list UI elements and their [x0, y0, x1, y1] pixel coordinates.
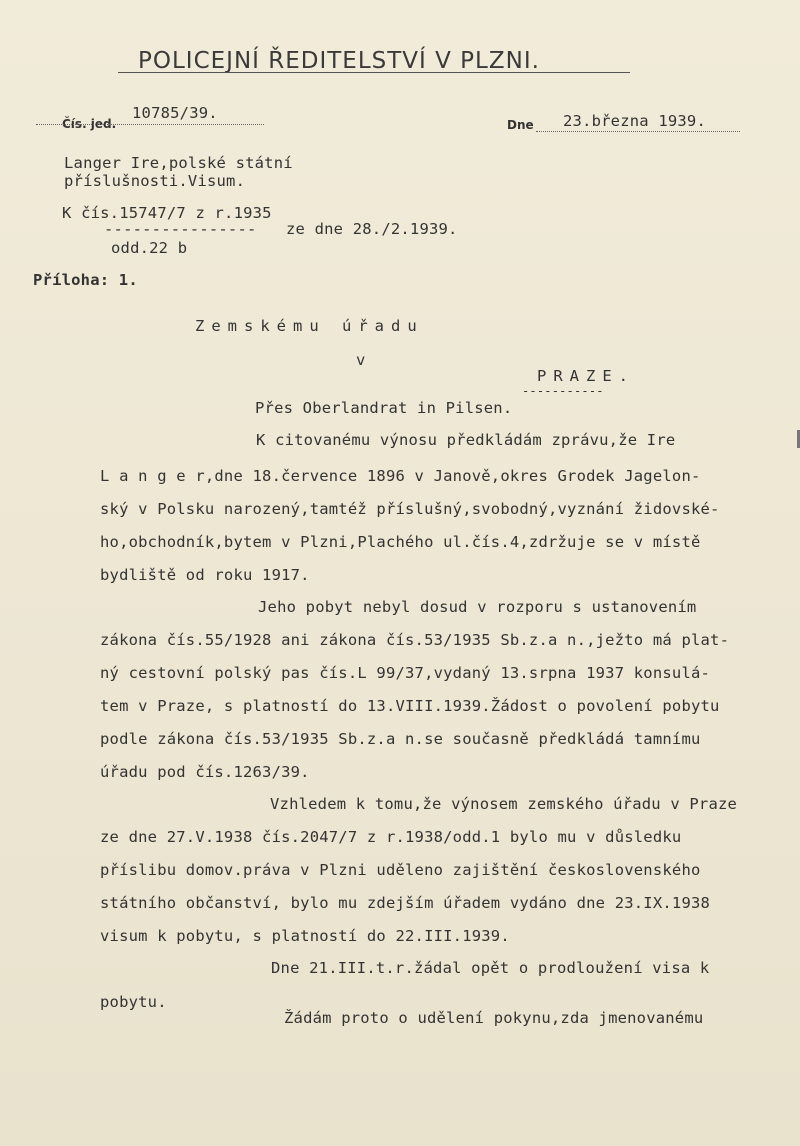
body-line: pobytu. [100, 993, 167, 1011]
body-line: příslibu domov.práva v Plzni uděleno zajištění československého [100, 861, 701, 879]
body-line: Dne 21.III.t.r.žádal opět o prodloužení visa k [271, 959, 710, 977]
body-line: Žádám proto o udělení pokynu,zda jmenovanému [284, 1009, 704, 1027]
addressee-line-2: v [356, 351, 366, 369]
ref-dotted-line [36, 124, 264, 125]
addressee-line-1: Zemskému úřadu [195, 317, 424, 335]
reference-dashes: ---------------- [104, 220, 257, 238]
via-line: Přes Oberlandrat in Pilsen. [255, 399, 513, 417]
addressee-city-underline: ----------- [522, 384, 604, 398]
body-line: podle zákona čís.53/1935 Sb.z.a n.se současně předkládá tamnímu [100, 730, 701, 748]
reference-date: ze dne 28./2.1939. [286, 220, 458, 238]
letterhead-underline [118, 72, 630, 73]
ref-label: Čís. jed. [62, 117, 117, 131]
body-line: Vzhledem k tomu,že výnosem zemského úřadu v Praze [270, 795, 738, 813]
body-line: tem v Praze, s platností do 13.VIII.1939.Žádost o povolení pobytu [100, 697, 720, 715]
body-line: Jeho pobyt nebyl dosud v rozporu s ustanovením [258, 598, 697, 616]
subject-line-2: příslušnosti.Visum. [64, 172, 246, 190]
body-line: bydliště od roku 1917. [100, 566, 310, 584]
body-line: ský v Polsku narozený,tamtéž příslušný,svobodný,vyznání židovské- [100, 500, 720, 518]
attachment-line: Příloha: 1. [33, 271, 138, 289]
subject-line-1: Langer Ire,polské státní [64, 154, 293, 172]
body-line: K citovanému výnosu předkládám zprávu,že Ire [256, 431, 676, 449]
addressee-city: PRAZE. [537, 367, 635, 385]
letterhead-title: POLICEJNÍ ŘEDITELSTVÍ V PLZNI. [138, 48, 540, 74]
date-label: Dne [507, 118, 534, 132]
date-dotted-line [536, 131, 740, 132]
body-line: ný cestovní polský pas čís.L 99/37,vydaný 13.srpna 1937 konsulá- [100, 664, 711, 682]
body-line: ho,obchodník,bytem v Plzni,Plachého ul.čís.4,zdržuje se v místě [100, 533, 701, 551]
reference-line-1: K čís.15747/7 z r.1935 [62, 204, 272, 222]
body-line: úřadu pod čís.1263/39. [100, 763, 310, 781]
body-line: L a n g e r,dne 18.července 1896 v Janově,okres Grodek Jagelon- [100, 467, 701, 485]
body-line: zákona čís.55/1928 ani zákona čís.53/1935 Sb.z.a n.,ježto má plat- [100, 631, 730, 649]
reference-department: odd.22 b [111, 239, 188, 257]
body-line: státního občanství, bylo mu zdejším úřadem vydáno dne 23.IX.1938 [100, 894, 711, 912]
body-line: visum k pobytu, s platností do 22.III.1939. [100, 927, 510, 945]
body-line: ze dne 27.V.1938 čís.2047/7 z r.1938/odd.1 bylo mu v důsledku [100, 828, 682, 846]
ref-value: 10785/39. [132, 104, 218, 122]
date-value: 23.března 1939. [563, 112, 706, 130]
